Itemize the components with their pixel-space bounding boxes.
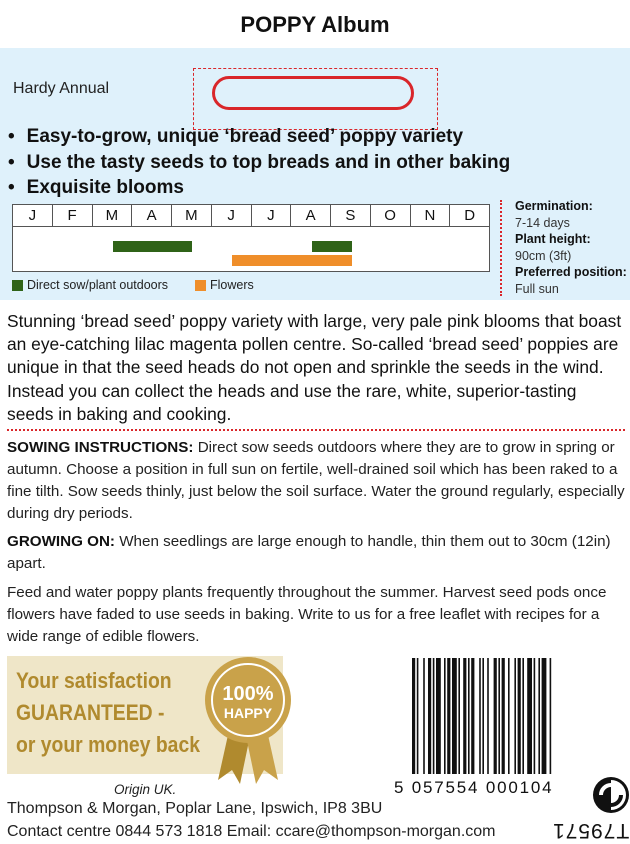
legend-flowers-label: Flowers <box>210 278 254 292</box>
month-label: M <box>172 205 212 226</box>
barcode-bar <box>452 658 457 774</box>
feature-item: • Exquisite blooms <box>8 175 510 201</box>
month-label: D <box>464 207 476 224</box>
sow-period-bar <box>312 241 352 252</box>
barcode-bar <box>463 658 466 774</box>
plant-info <box>515 198 627 297</box>
origin-text: Origin UK. <box>114 782 177 797</box>
seal-happy: HAPPY <box>223 705 273 721</box>
germination-value: 7-14 days <box>515 215 570 230</box>
legend-flowers-swatch <box>195 280 206 291</box>
guarantee-line-3: or your money back <box>16 732 200 757</box>
barcode-bar <box>502 658 505 774</box>
happy-seal-icon <box>200 656 296 786</box>
seal-percent: 100% <box>222 683 274 705</box>
divider-dotted-vertical <box>500 200 502 296</box>
guarantee-line-1: Your satisfaction <box>16 668 172 693</box>
legend-sow <box>12 278 168 292</box>
barcode-bar <box>423 658 425 774</box>
month-label: N <box>411 205 451 226</box>
description: Stunning ‘bread seed’ poppy variety with large, very pale pink blooms that boast an eye-catching lilac magenta pollen centre. So-called ‘bread seed’ poppies are unique in that the seed heads do not open and sprinkle the seeds in the wind. Instead you can collect the heads and use the rare, white, superior-tasting seeds in baking and cooking. <box>7 311 622 424</box>
month-label: M <box>93 205 133 226</box>
feature-list <box>8 124 510 201</box>
month-label: J <box>212 205 252 226</box>
legend-flowers <box>195 278 254 292</box>
barcode-bar <box>436 658 441 774</box>
feed-text: Feed and water poppy plants frequently throughout the summer. Harvest seed pods once flowers have faded to use seeds in baking. Write to us for a free leaflet with recipes for a wide range of edible flowers. <box>7 584 607 645</box>
plant-type-label: Hardy Annual <box>13 80 110 97</box>
hang-slot <box>212 76 414 110</box>
barcode-bar <box>494 658 497 774</box>
barcode-bar <box>458 658 460 774</box>
month-label: O <box>371 205 411 226</box>
barcode-bar <box>514 658 516 774</box>
growing-text: When seedlings are large enough to handle, thin them out to 30cm (12in) apart. <box>7 533 611 572</box>
sow-period-bar <box>113 241 193 252</box>
legend-sow-label: Direct sow/plant outdoors <box>27 278 169 292</box>
sowing-instructions <box>7 437 627 525</box>
month-label: J <box>13 205 53 226</box>
feature-item: • Use the tasty seeds to top breads and in other baking <box>8 150 510 176</box>
barcode-bar <box>498 658 500 774</box>
flower-period-bar <box>232 255 352 266</box>
barcode-bar <box>433 658 435 774</box>
month-label: F <box>53 205 93 226</box>
company-address: Thompson & Morgan, Poplar Lane, Ipswich, IP8 3BU <box>7 800 383 817</box>
barcode-bar <box>534 658 536 774</box>
guarantee-line-2: GUARANTEED - <box>16 700 165 725</box>
month-label: A <box>132 205 172 226</box>
barcode-bar <box>412 658 415 774</box>
position-value: Full sun <box>515 281 559 296</box>
position-label: Preferred position: <box>515 265 627 279</box>
barcode-bar <box>487 658 489 774</box>
barcode-bar <box>468 658 470 774</box>
divider-dotted-horizontal <box>7 429 625 431</box>
germination-label: Germination: <box>515 199 593 213</box>
growing-heading: GROWING ON: <box>7 533 115 550</box>
month-label: J <box>252 205 292 226</box>
barcode-bar <box>471 658 474 774</box>
barcode-bar <box>522 658 524 774</box>
calendar-months <box>13 205 489 227</box>
sowing-heading: SOWING INSTRUCTIONS: <box>7 439 194 456</box>
barcode-bar <box>527 658 532 774</box>
legend-sow-swatch <box>12 280 23 291</box>
height-value: 90cm (3ft) <box>515 248 572 263</box>
barcode-bar <box>444 658 446 774</box>
barcode-bar <box>417 658 419 774</box>
barcode-bar <box>479 658 481 774</box>
product-code: T79571 <box>552 819 630 842</box>
feature-item: • Easy-to-grow, unique ‘bread seed’ poppy variety <box>8 124 510 150</box>
barcode-bar <box>482 658 484 774</box>
barcode-bar <box>542 658 547 774</box>
page-title: POPPY Album <box>240 12 390 37</box>
barcode-bar <box>550 658 552 774</box>
barcode-bar <box>508 658 510 774</box>
barcode-number: 5 057554 000104 <box>394 778 554 797</box>
barcode-bar <box>447 658 450 774</box>
barcode-bar <box>518 658 521 774</box>
height-label: Plant height: <box>515 232 591 246</box>
sowing-text: Direct sow seeds outdoors where they are to grow in spring or autumn. Choose a position in full sun on fertile, well-drained soil which has been raked to a fine tilth. Sow seeds thinly, just below the soil surface. Water the ground regularly, especially during dry periods. <box>7 439 625 522</box>
barcode-bar <box>428 658 431 774</box>
month-label: S <box>331 205 371 226</box>
barcode-icon <box>412 658 577 774</box>
green-dot-recycle-icon <box>592 776 630 814</box>
contact-info: Contact centre 0844 573 1818 Email: ccare@thompson-morgan.com <box>7 823 496 840</box>
sowing-calendar <box>12 204 490 272</box>
barcode-bar <box>538 658 540 774</box>
month-label: A <box>291 205 331 226</box>
growing-on <box>7 531 627 575</box>
